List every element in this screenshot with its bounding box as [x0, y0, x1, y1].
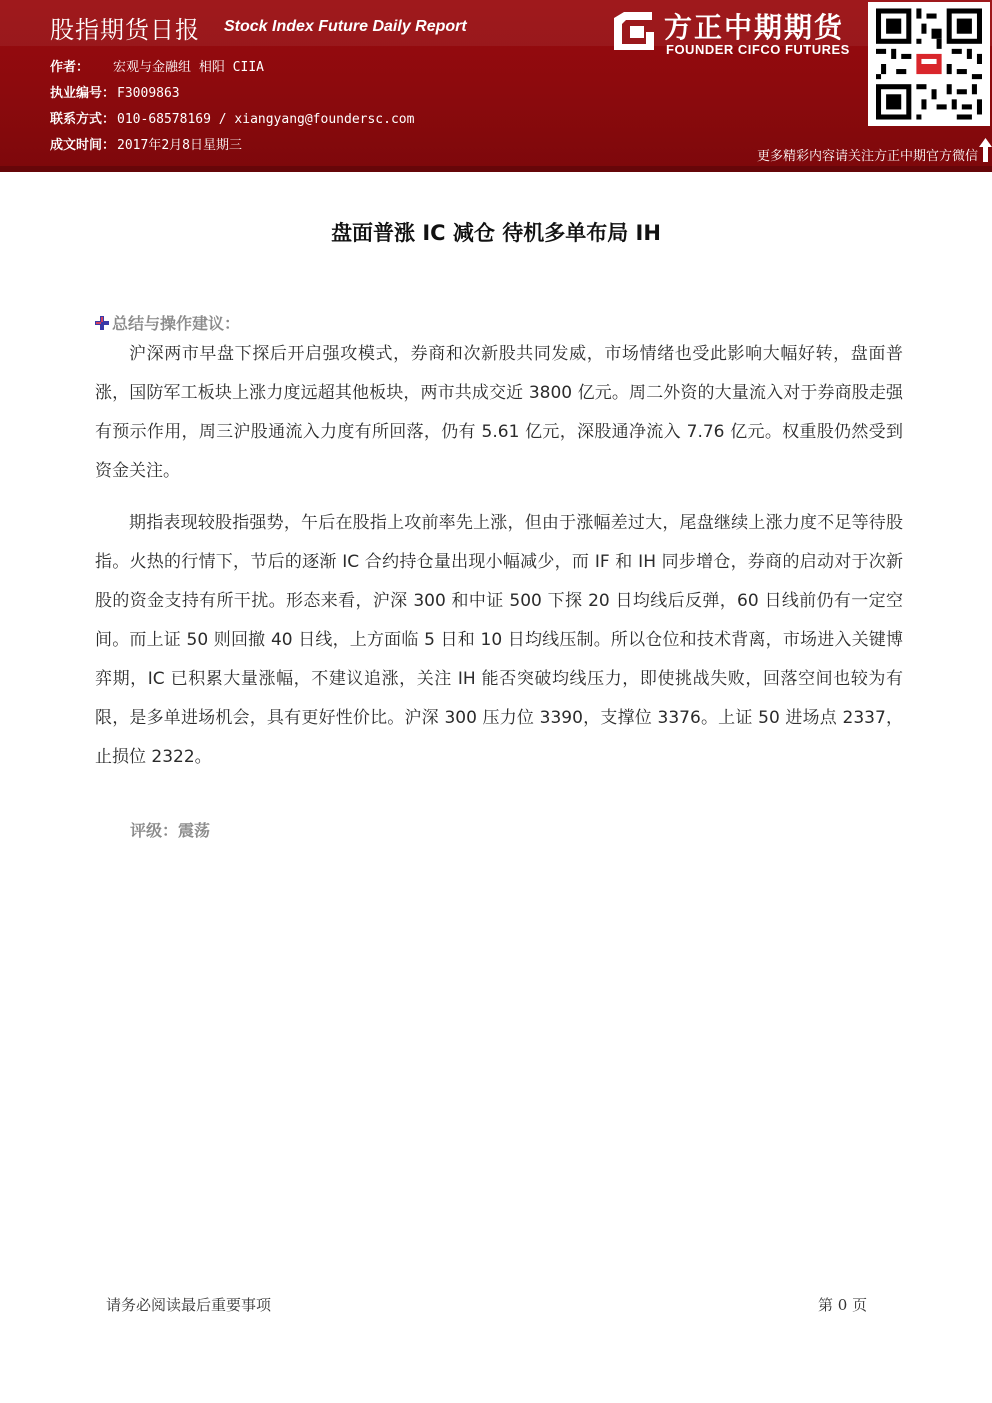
qr-code-icon: [876, 8, 982, 120]
section-heading: [94, 311, 240, 334]
report-title: 股指期货日报: [50, 16, 200, 44]
report-subtitle: Stock Index Future Daily Report: [224, 18, 467, 35]
contact-line: [50, 108, 414, 127]
rating-label: 评级：震荡: [130, 821, 211, 840]
license-line: [50, 82, 180, 101]
brand-name-en: FOUNDER CIFCO FUTURES: [666, 42, 850, 57]
date-value: 2017年2月8日星期三: [117, 138, 242, 153]
report-header: [0, 0, 992, 172]
follow-wechat-text: 更多精彩内容请关注方正中期官方微信: [756, 149, 978, 164]
bullet-cross-icon: [94, 315, 110, 331]
date-line: [50, 134, 242, 153]
footer-disclaimer-note: 请务必阅读最后重要事项: [106, 1296, 272, 1314]
up-arrow-icon: [979, 138, 992, 162]
date-key: 成文时间：: [50, 138, 116, 153]
analysis-paragraph: 期指表现较股指强势，午后在股指上攻前率先上涨，但由于涨幅差过大，尾盘继续上涨力度不足等待股指。火热的行情下，节后的逐渐 IC 合约持仓量出现小幅减少，而 IF 和 IH 同步增仓，券商的启动对于次新股的资金支持有所干扰。形态来看，沪深 300 和中证 500 下探 20 日均线后反弹，60 日线前仍有一定空间。而上证 50 则回撤 40 日线，上方面临 5 日和 10 日均线压制。所以仓位和技术背离，市场进入关键博弈期，IC 已积累大量涨幅，不建议追涨，关注 IH 能否突破均线压力，即使挑战失败，回落空间也较为有限，是多单进场机会，具有更好性价比。沪深 300 压力位 3390，支撑位 3376。上证 50 进场点 2337，止损位 2322。: [95, 513, 903, 767]
page-number: 第 0 页: [818, 1296, 868, 1314]
contact-value[interactable]: 010-68578169 / xiangyang@foundersc.com: [117, 112, 415, 127]
qr-code-box[interactable]: [868, 2, 990, 126]
document-title: 盘面普涨 IC 减仓 待机多单布局 IH: [331, 221, 661, 245]
summary-paragraph: 沪深两市早盘下探后开启强攻模式，券商和次新股共同发威，市场情绪也受此影响大幅好转，盘面普涨，国防军工板块上涨力度远超其他板块，两市共成交近 3800 亿元。周二外资的大量流入对于券商股走强有预示作用，周三沪股通流入力度有所回落，仍有 5.61 亿元，深股通净流入 7.76 亿元。权重股仍然受到资金关注。: [95, 344, 903, 481]
license-value: F3009863: [117, 86, 180, 101]
section-heading-label: 总结与操作建议：: [112, 314, 241, 333]
author-line: [50, 56, 264, 75]
brand-name-cn: 方正中期期货: [664, 11, 845, 44]
founder-logo-icon: [610, 8, 656, 54]
author-value: 宏观与金融组 相阳 CIIA: [113, 60, 264, 75]
contact-key: 联系方式：: [50, 112, 116, 127]
author-key: 作者：: [50, 60, 90, 75]
header-shade: [0, 166, 992, 172]
license-key: 执业编号：: [50, 86, 116, 101]
